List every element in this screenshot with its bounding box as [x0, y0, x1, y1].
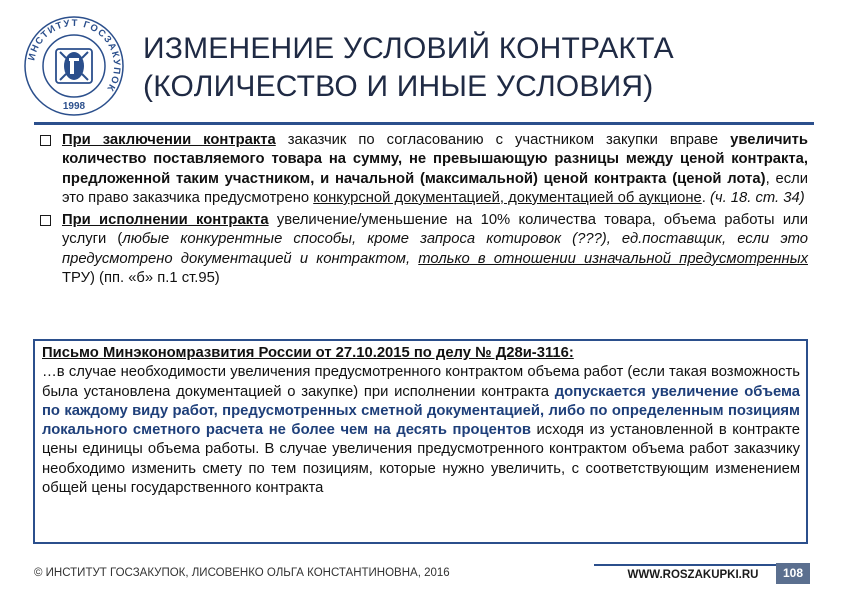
bullet1-lead: При заключении контракта — [62, 132, 276, 148]
bullet1-text-a: заказчик по согласованию с участником закупки вправе — [275, 132, 731, 148]
checkbox-bullet-icon — [40, 135, 51, 146]
institute-logo — [22, 14, 126, 118]
title-divider — [34, 122, 814, 125]
letter-highlight: допускается увеличение объема по каждому виду работ, предусмотренных сметной документацией, либо по определенным позициям локального сметного расчета не более чем на десять процентов — [42, 383, 800, 439]
footer-website-link[interactable]: WWW.ROSZAKUPKI.RU — [594, 564, 792, 584]
footer-copyright: © ИНСТИТУТ ГОСЗАКУПОК, ЛИСОВЕНКО ОЛЬГА КОНСТАНТИНОВНА, 2016 — [34, 567, 450, 579]
bullet-item-execution — [40, 211, 808, 288]
title-line-2: (КОЛИЧЕСТВО И ИНЫЕ УСЛОВИЯ) — [143, 70, 654, 103]
bullet2-text-a: увеличение/уменьшение на 10% количества товара, объема работы или услуги ( — [62, 212, 808, 248]
letter-text-b: исходя из установленной в контракте цены единицы объема работы. В случае увеличения предусмотренного контрактом объема работ заказчику необходимо изменить смету по тем позициям, которые нужно увеличить, с соответствующим изменением общей цены государственного контракта — [42, 422, 801, 497]
bullet2-reference: ТРУ) (пп. «б» п.1 ст.95) — [62, 270, 220, 287]
logo-ring-text: ИНСТИТУТ ГОСЗАКУПОК — [26, 17, 123, 95]
ministry-letter-box — [33, 339, 808, 544]
bullet1-text-b: , если это право заказчика предусмотрено — [62, 170, 809, 206]
bullet1-bold: увеличить количество поставляемого товара на сумму, не превышающую разницы между ценой контракта, предложенной таким участником, и начальной (максимальной) ценой контракта (ценой лота) — [62, 132, 808, 187]
logo-emblem-icon — [22, 14, 126, 118]
checkbox-bullet-icon — [40, 215, 51, 226]
bullet-list — [40, 131, 808, 291]
bullet1-underlined: конкурсной документацией, документацией об аукционе — [313, 189, 702, 206]
logo-year: 1998 — [62, 101, 86, 112]
bullet2-italic-underlined: только в отношении изначальной предусмотренных — [418, 250, 808, 267]
letter-body — [42, 363, 800, 498]
bullet-item-conclusion — [40, 131, 808, 208]
bullet2-lead: При исполнении контракта — [62, 212, 269, 229]
bullet1-reference: (ч. 18. ст. 34) — [709, 189, 805, 206]
letter-heading: Письмо Минэкономразвития России от 27.10.2015 по делу № Д28и-3116: — [42, 345, 574, 361]
slide-title — [143, 30, 823, 106]
bullet1-period: . — [701, 189, 710, 206]
bullet2-italic: любые конкурентные способы, кроме запроса котировок (???), ед.поставщик, если это предусмотрено документацией и контрактом, — [62, 231, 808, 267]
page-number-badge: 108 — [776, 563, 810, 584]
title-line-1: ИЗМЕНЕНИЕ УСЛОВИЙ КОНТРАКТА — [143, 32, 674, 65]
footer — [34, 560, 810, 586]
letter-text-a: …в случае необходимости увеличения предусмотренного контрактом объема работ (если такая возможность была установлена документацией о закупке) при исполнении контракта — [42, 364, 800, 400]
